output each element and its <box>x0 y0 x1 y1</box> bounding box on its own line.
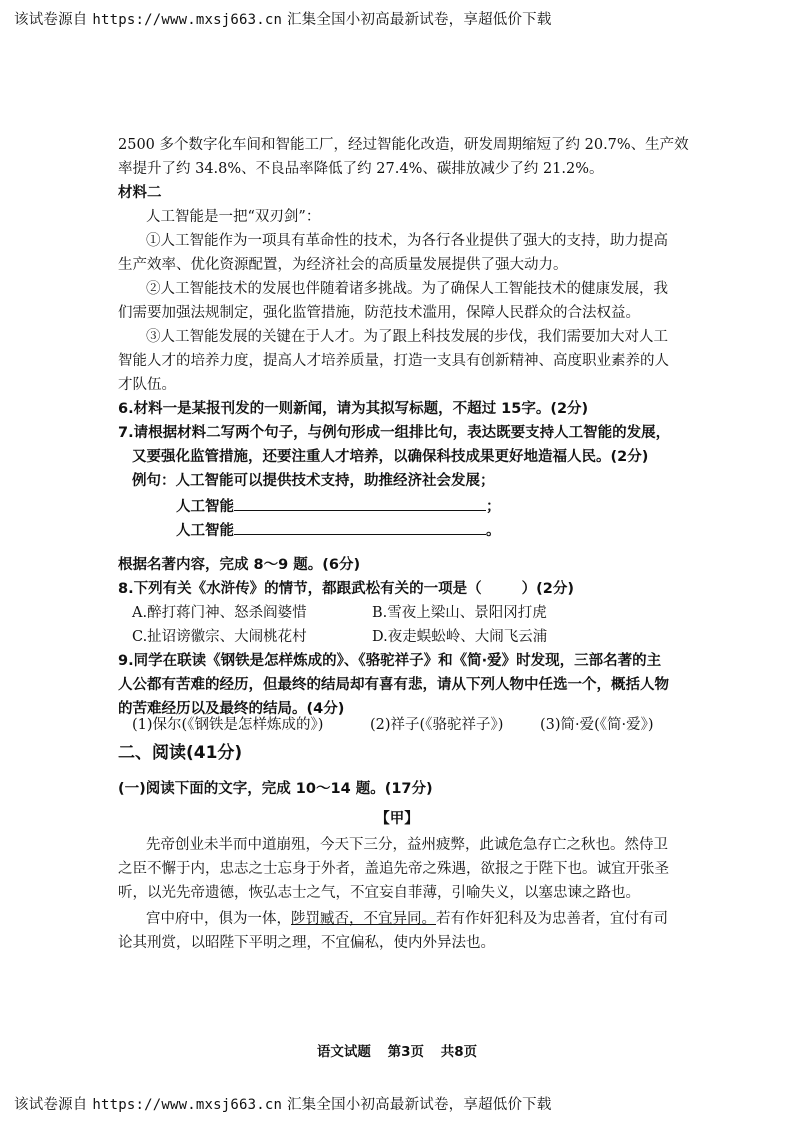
option-a: A.醉打蒋门神、怒杀阎婆惜 <box>132 605 307 621</box>
passage-text: 若有作奸犯科及为忠善者，宜付有司 <box>436 911 668 927</box>
question-9-line-3: 的苦难经历以及最终的结局。(4分) <box>118 701 345 717</box>
passage-line: 先帝创业未半而中道崩殂，今天下三分，益州疲弊，此诚危急存亡之秋也。然侍卫 <box>146 837 668 853</box>
question-9-line-2: 人公都有苦难的经历，但最终的结局却有喜有悲，请从下列人物中任选一个，概括人物 <box>118 677 669 693</box>
source-banner-top <box>14 8 552 29</box>
material-line: 生产效率、优化资源配置，为经济社会的高质量发展提供了强大动力。 <box>118 257 568 273</box>
answer-blank[interactable] <box>234 520 486 535</box>
material-line: 智能人才的培养力度，提高人才培养质量，打造一支具有创新精神、高度职业素养的人 <box>118 353 669 369</box>
subsection-1-heading: (一)阅读下面的文字，完成 10～14 题。(17分) <box>118 781 433 797</box>
banner-suffix: 汇集全国小初高最新试卷，享超低价下载 <box>286 12 552 28</box>
option-d: D.夜走蜈蚣岭、大闹飞云浦 <box>372 629 548 645</box>
question-6: 6.材料一是某报刊发的一则新闻，请为其拟写标题，不超过 15字。(2分) <box>118 401 589 417</box>
question-7-answer-1 <box>176 496 501 516</box>
answer-prefix: 人工智能 <box>176 499 234 515</box>
question-7-line-1: 7.请根据材料二写两个句子，与例句形成一组排比句，表达既要支持人工智能的发展， <box>118 425 671 441</box>
passage-text: 宫中府中，俱为一体， <box>146 911 291 927</box>
material-line: ③人工智能发展的关键在于人才。为了跟上科技发展的步伐，我们需要加大对人工 <box>146 329 668 345</box>
answer-prefix: 人工智能 <box>176 523 234 539</box>
passage-line: 论其刑赏，以昭陛下平明之理，不宜偏私，使内外异法也。 <box>118 935 495 951</box>
material-line: 们需要加强法规制定，强化监管措施，防范技术滥用，保障人民群众的合法权益。 <box>118 305 640 321</box>
banner-prefix: 该试卷源自 <box>14 1097 88 1113</box>
source-banner-bottom <box>14 1093 552 1114</box>
material-line: 人工智能是一把“双刃剑”： <box>146 209 321 225</box>
underlined-phrase: 陟罚臧否，不宜异同。 <box>291 911 436 927</box>
material-line: ②人工智能技术的发展也伴随着诸多挑战。为了确保人工智能技术的健康发展，我 <box>146 281 668 297</box>
banner-suffix: 汇集全国小初高最新试卷，享超低价下载 <box>286 1097 552 1113</box>
question-7-example: 例句：人工智能可以提供技术支持，助推经济社会发展； <box>132 473 495 489</box>
paragraph-line: 率提升了约 34.8%、不良品率降低了约 27.4%、碳排放减少了约 21.2%。 <box>118 161 604 177</box>
option-b: B.雪夜上梁山、景阳冈打虎 <box>372 605 547 621</box>
passage-line: 之臣不懈于内，忠志之士忘身于外者，盖追先帝之殊遇，欲报之于陛下也。诚宜开张圣 <box>118 861 669 877</box>
question-7-answer-2 <box>176 520 501 540</box>
question-8 <box>118 580 574 598</box>
banner-url[interactable]: https://www.mxsj663.cn <box>92 12 283 28</box>
page-footer <box>0 1040 794 1060</box>
question-9-choice-1: (1)保尔(《钢铁是怎样炼成的》) <box>132 717 324 733</box>
answer-end: 。 <box>486 523 501 539</box>
material-2-title: 材料二 <box>118 185 162 201</box>
banner-url[interactable]: https://www.mxsj663.cn <box>92 1097 283 1113</box>
passage-line: 听，以光先帝遗德，恢弘志士之气，不宜妄自菲薄，引喻失义，以塞忠谏之路也。 <box>118 885 640 901</box>
option-c: C.扯诏谤徽宗、大闹桃花村 <box>132 629 307 645</box>
answer-end: ； <box>486 499 501 515</box>
footer-page-number: 第3页 <box>387 1044 424 1060</box>
question-7-line-2: 又要强化监管措施，还要注重人才培养，以确保科技成果更好地造福人民。(2分) <box>132 449 649 465</box>
section-2-heading: 二、阅读(41分) <box>118 743 243 763</box>
footer-subject: 语文试题 <box>316 1044 371 1060</box>
question-8-stem-end: ）(2分) <box>521 581 574 597</box>
question-9-choice-3: (3)简·爱(《简·爱》) <box>540 717 654 733</box>
question-9-choice-2: (2)祥子(《骆驼祥子》) <box>370 717 504 733</box>
banner-prefix: 该试卷源自 <box>14 12 88 28</box>
passage-title: 【甲】 <box>375 811 419 827</box>
question-9-line-1: 9.同学在联读《钢铁是怎样炼成的》、《骆驼祥子》和《简·爱》时发现，三部名著的主 <box>118 653 662 669</box>
paragraph-line: 2500 多个数字化车间和智能工厂，经过智能化改造，研发周期缩短了约 20.7%、生产效 <box>118 137 689 153</box>
material-line: ①人工智能作为一项具有革命性的技术，为各行各业提供了强大的支持，助力提高 <box>146 233 668 249</box>
material-line: 才队伍。 <box>118 377 176 393</box>
footer-total-pages: 共8页 <box>440 1044 478 1060</box>
passage-line <box>146 910 668 928</box>
answer-blank[interactable] <box>234 496 486 511</box>
classics-intro: 根据名著内容，完成 8～9 题。(6分) <box>118 557 361 573</box>
question-8-stem: 8.下列有关《水浒传》的情节，都跟武松有关的一项是（ <box>118 581 482 597</box>
